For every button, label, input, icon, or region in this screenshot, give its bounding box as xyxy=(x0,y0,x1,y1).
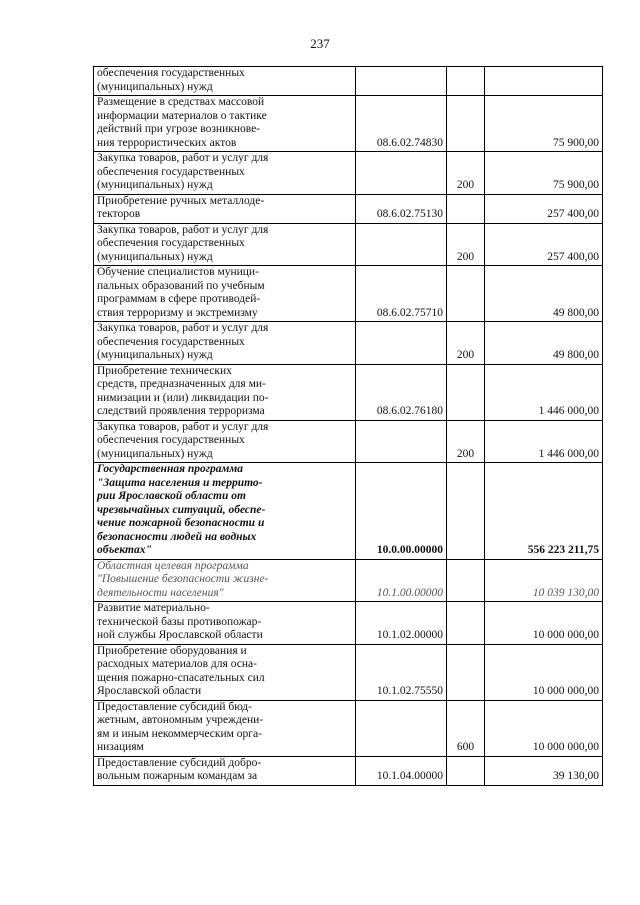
table-row xyxy=(94,420,603,463)
amount-cell: 1 446 000,00 xyxy=(485,364,603,420)
table-row xyxy=(94,756,603,785)
target-code-cell: 08.6.02.75130 xyxy=(356,194,447,223)
item-name-cell: Обучение специалистов муници- пальных образований по учебным программам в сфере противодей- ствия терроризму и экстремизму xyxy=(94,266,356,322)
expense-type-cell xyxy=(447,194,485,223)
item-name-cell: Приобретение технических средств, предназначенных для ми- нимизации и (или) ликвидации по- следствий проявления терроризма xyxy=(94,364,356,420)
expense-type-cell xyxy=(447,67,485,96)
expense-type-cell xyxy=(447,756,485,785)
target-code-cell: 10.1.02.00000 xyxy=(356,602,447,645)
item-name-cell: Закупка товаров, работ и услуг для обеспечения государственных (муниципальных) нужд xyxy=(94,152,356,195)
table-row xyxy=(94,96,603,152)
budget-table xyxy=(93,66,603,786)
table-row xyxy=(94,67,603,96)
item-name-cell: Размещение в средствах массовой информации материалов о тактике действий при угрозе возникнове- ния террористических актов xyxy=(94,96,356,152)
amount-cell: 10 000 000,00 xyxy=(485,700,603,756)
item-name-cell: Предоставление субсидий бюд- жетным, автономным учреждени- ям и иным некоммерческим орга- низациям xyxy=(94,700,356,756)
table-row xyxy=(94,266,603,322)
target-code-cell xyxy=(356,322,447,365)
table-row xyxy=(94,644,603,700)
amount-cell: 49 800,00 xyxy=(485,266,603,322)
target-code-cell xyxy=(356,700,447,756)
amount-cell: 257 400,00 xyxy=(485,223,603,266)
table-row xyxy=(94,602,603,645)
expense-type-cell xyxy=(447,559,485,602)
item-name-cell: обеспечения государственных (муниципальных) нужд xyxy=(94,67,356,96)
expense-type-cell xyxy=(447,266,485,322)
item-name-cell: Развитие материально- технической базы противопожар- ной службы Ярославской области xyxy=(94,602,356,645)
expense-type-cell xyxy=(447,463,485,560)
amount-cell: 257 400,00 xyxy=(485,194,603,223)
amount-cell: 39 130,00 xyxy=(485,756,603,785)
target-code-cell: 10.0.00.00000 xyxy=(356,463,447,560)
target-code-cell xyxy=(356,420,447,463)
item-name-cell: Закупка товаров, работ и услуг для обеспечения государственных (муниципальных) нужд xyxy=(94,420,356,463)
expense-type-cell: 600 xyxy=(447,700,485,756)
amount-cell: 10 039 130,00 xyxy=(485,559,603,602)
amount-cell: 556 223 211,75 xyxy=(485,463,603,560)
target-code-cell: 08.6.02.74830 xyxy=(356,96,447,152)
target-code-cell: 08.6.02.76180 xyxy=(356,364,447,420)
item-name-cell: Приобретение ручных металлоде- текторов xyxy=(94,194,356,223)
item-name-cell: Закупка товаров, работ и услуг для обеспечения государственных (муниципальных) нужд xyxy=(94,322,356,365)
target-code-cell xyxy=(356,67,447,96)
item-name-cell: Закупка товаров, работ и услуг для обеспечения государственных (муниципальных) нужд xyxy=(94,223,356,266)
target-code-cell: 10.1.02.75550 xyxy=(356,644,447,700)
item-name-cell: Государственная программа "Защита населения и террито- рии Ярославской области от чрезвычайных ситуаций, обеспе- чение пожарной безопасности и безопасности людей на водных объектах" xyxy=(94,463,356,560)
page-number: 237 xyxy=(310,36,330,51)
target-code-cell: 10.1.00.00000 xyxy=(356,559,447,602)
target-code-cell: 08.6.02.75710 xyxy=(356,266,447,322)
budget-table-body xyxy=(94,67,603,786)
expense-type-cell xyxy=(447,644,485,700)
table-row xyxy=(94,322,603,365)
amount-cell: 75 900,00 xyxy=(485,152,603,195)
expense-type-cell: 200 xyxy=(447,152,485,195)
expense-type-cell xyxy=(447,602,485,645)
expense-type-cell xyxy=(447,96,485,152)
table-row xyxy=(94,364,603,420)
table-row xyxy=(94,559,603,602)
expense-type-cell xyxy=(447,364,485,420)
amount-cell: 10 000 000,00 xyxy=(485,602,603,645)
table-row xyxy=(94,194,603,223)
table-row xyxy=(94,463,603,560)
expense-type-cell: 200 xyxy=(447,420,485,463)
expense-type-cell: 200 xyxy=(447,223,485,266)
item-name-cell: Предоставление субсидий добро- вольным пожарным командам за xyxy=(94,756,356,785)
item-name-cell: Приобретение оборудования и расходных материалов для осна- щения пожарно-спасательных сил Ярославской области xyxy=(94,644,356,700)
table-row xyxy=(94,152,603,195)
item-name-cell: Областная целевая программа "Повышение безопасности жизне- деятельности населения" xyxy=(94,559,356,602)
target-code-cell xyxy=(356,152,447,195)
table-row xyxy=(94,223,603,266)
amount-cell: 10 000 000,00 xyxy=(485,644,603,700)
amount-cell: 75 900,00 xyxy=(485,96,603,152)
expense-type-cell: 200 xyxy=(447,322,485,365)
table-row xyxy=(94,700,603,756)
amount-cell xyxy=(485,67,603,96)
target-code-cell: 10.1.04.00000 xyxy=(356,756,447,785)
amount-cell: 49 800,00 xyxy=(485,322,603,365)
target-code-cell xyxy=(356,223,447,266)
amount-cell: 1 446 000,00 xyxy=(485,420,603,463)
